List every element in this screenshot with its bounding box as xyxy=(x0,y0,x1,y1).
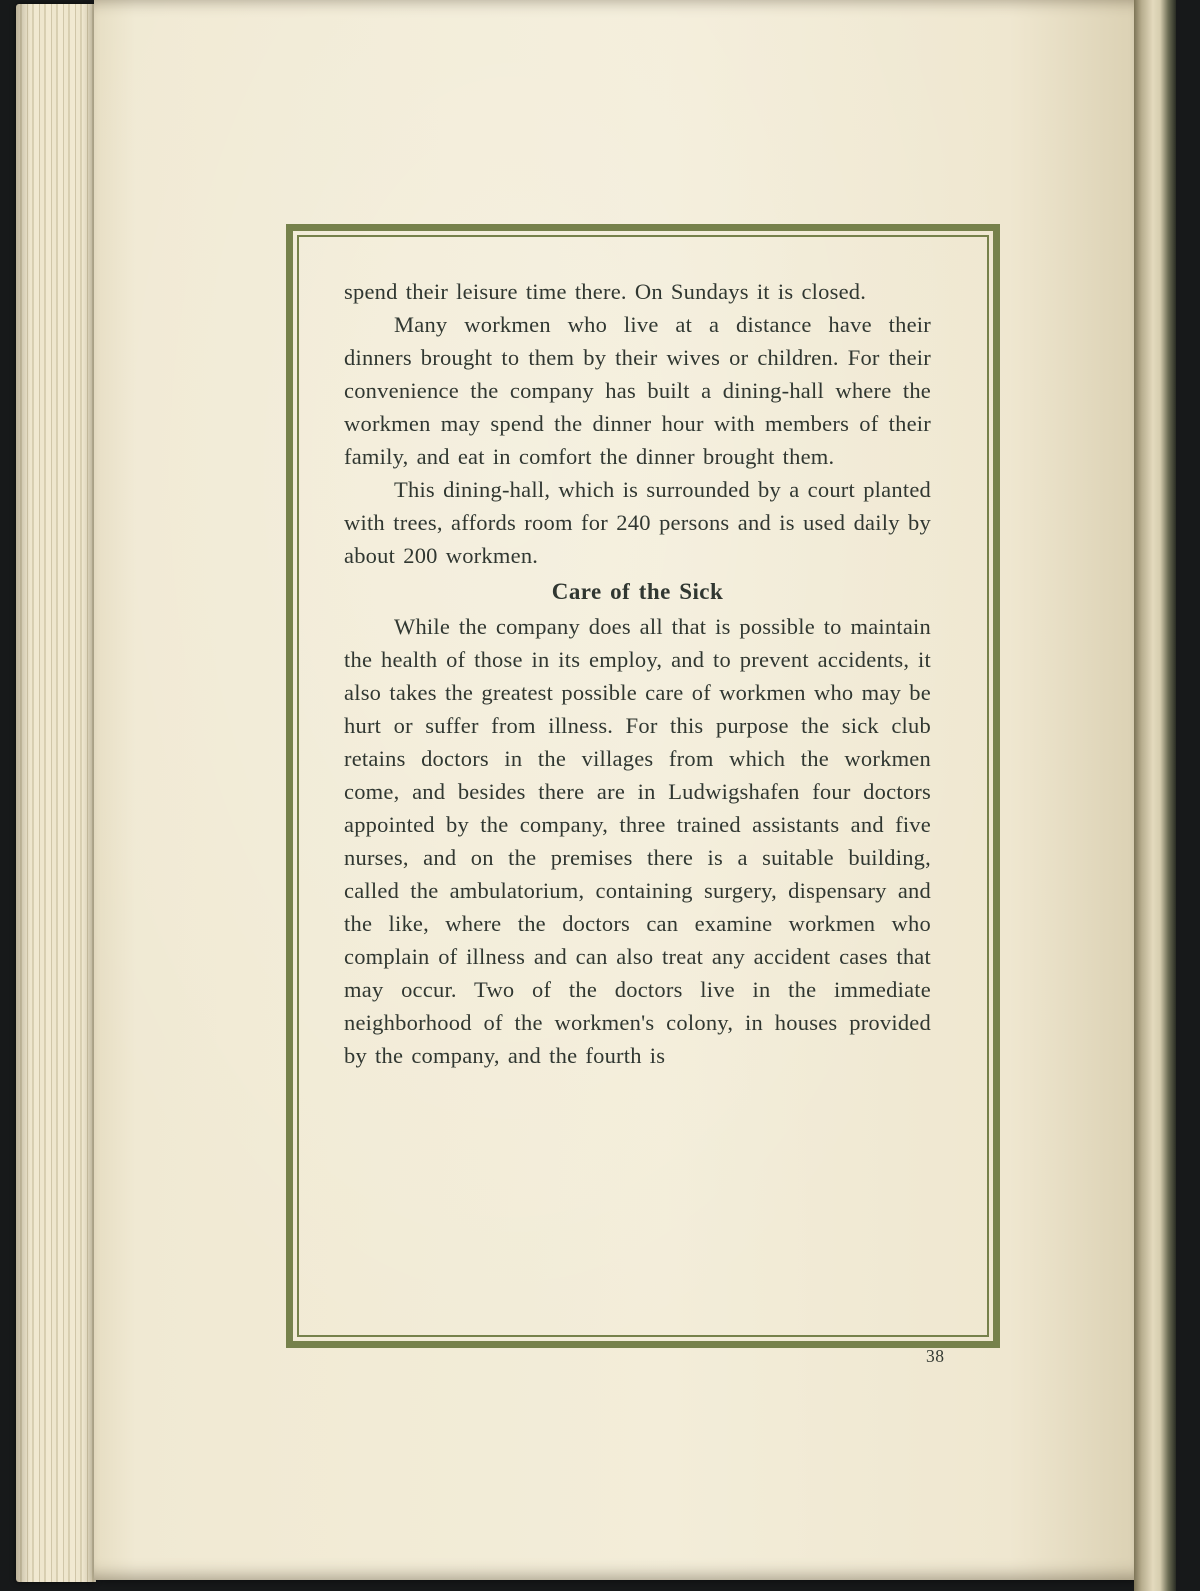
text-block xyxy=(299,237,987,1335)
section-heading: Care of the Sick xyxy=(551,579,724,604)
paragraph-continuation: spend their leisure time there. On Sundays it is closed. xyxy=(344,279,867,304)
book-gutter-edge xyxy=(1134,0,1176,1591)
paragraph: While the company does all that is possible to maintain the health of those in its employ, and to prevent accidents, it also takes the greatest possible care of workmen who may be hurt or suffer from illness. For this purpose the sick club retains doctors in the villages from which the workmen come, and besides there are in Ludwigshafen four doctors appointed by the company, three trained assistants and five nurses, and on the premises there is a suitable building, called the ambulatorium, containing surgery, dispensary and the like, where the doctors can examine workmen who complain of illness and can also treat any accident cases that may occur. Two of the doctors live in the immediate neighborhood of the workmen's colony, in houses provided by the company, and the fourth is xyxy=(344,614,931,1068)
page-edges-stack xyxy=(16,4,96,1582)
paragraph: Many workmen who live at a distance have their dinners brought to them by their wives or children. For their convenience the company has built a dining-hall where the workmen may spend the dinner hour with members of their family, and eat in comfort the dinner brought them. xyxy=(344,312,931,469)
ornamental-border-outer xyxy=(286,224,1000,1348)
paragraph: This dining-hall, which is surrounded by a court planted with trees, affords room for 240 persons and is used daily by about 200 workmen. xyxy=(344,477,931,568)
book-page xyxy=(94,0,1134,1580)
ornamental-border-inner xyxy=(297,235,989,1337)
page-number: 38 xyxy=(926,1346,945,1366)
